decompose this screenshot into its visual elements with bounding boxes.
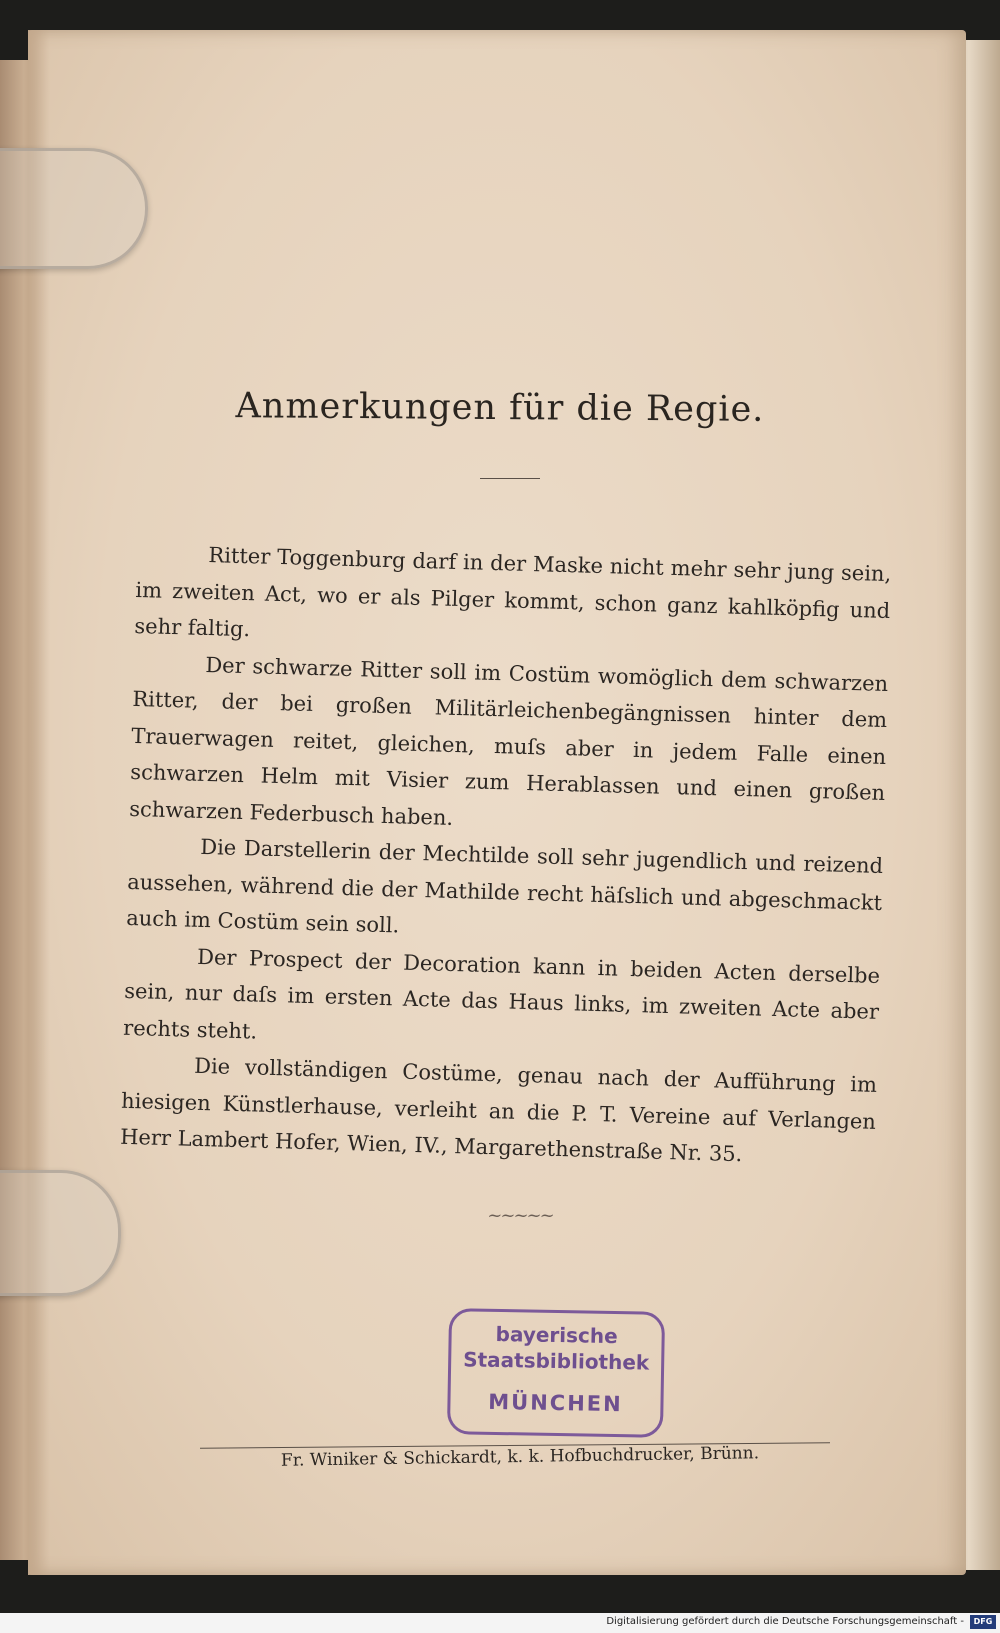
dfg-logo-icon: DFG (970, 1615, 996, 1629)
stamp-line-1: bayerische (495, 1321, 618, 1349)
paragraph-5: Die vollständigen Costüme, genau nach der Aufführung im hiesigen Künstlerhause, verleiht an die P. T. Vereine auf Verlangen Herr Lambert Hofer, Wien, IV., Margarethenstraße Nr. 35. (119, 1053, 878, 1167)
paragraph-3: Die Darstellerin der Mechtilde soll sehr jugendlich und reizend aussehen, während die der Mathilde recht häſslich und abgeschmackt auch im Costüm sein soll. (125, 834, 884, 938)
stamp-line-3: MÜNCHEN (488, 1389, 623, 1417)
printer-imprint: Fr. Winiker & Schickardt, k. k. Hofbuchdrucker, Brünn. (280, 1443, 760, 1471)
plastic-clip-top (0, 148, 148, 269)
paragraph-1: Ritter Toggenburg darf in der Maske nicht mehr sehr jung sein, im zweiten Act, wo er als Pilger kommt, schon ganz kahlköpfig und sehr faltig. (134, 543, 892, 642)
body-text (120, 535, 892, 1176)
footer-credit: Digitalisierung gefördert durch die Deutsche Forschungsgemeinschaft - (606, 1616, 964, 1627)
ornament-divider: ~~~~~ (487, 1205, 553, 1226)
title-divider (480, 478, 540, 479)
paragraph-2: Der schwarze Ritter soll im Costüm womöglich dem schwarzen Ritter, der bei großen Militärleichenbegängnissen hinter dem Trauerwagen reitet, gleichen, muſs aber in jedem Falle einen schwarzen Helm mit Visier zum Herablassen und einen großen schwarzen Federbusch haben. (129, 652, 889, 830)
paragraph-4: Der Prospect der Decoration kann in beiden Acten derselbe sein, nur daſs im ersten Acte das Haus links, im zweiten Acte aber rechts steht. (122, 944, 881, 1044)
plastic-clip-bottom (0, 1170, 121, 1296)
library-stamp (447, 1308, 665, 1438)
stamp-line-2: Staatsbibliothek (462, 1347, 650, 1375)
page-title: Anmerkungen für die Regie. (235, 386, 765, 430)
